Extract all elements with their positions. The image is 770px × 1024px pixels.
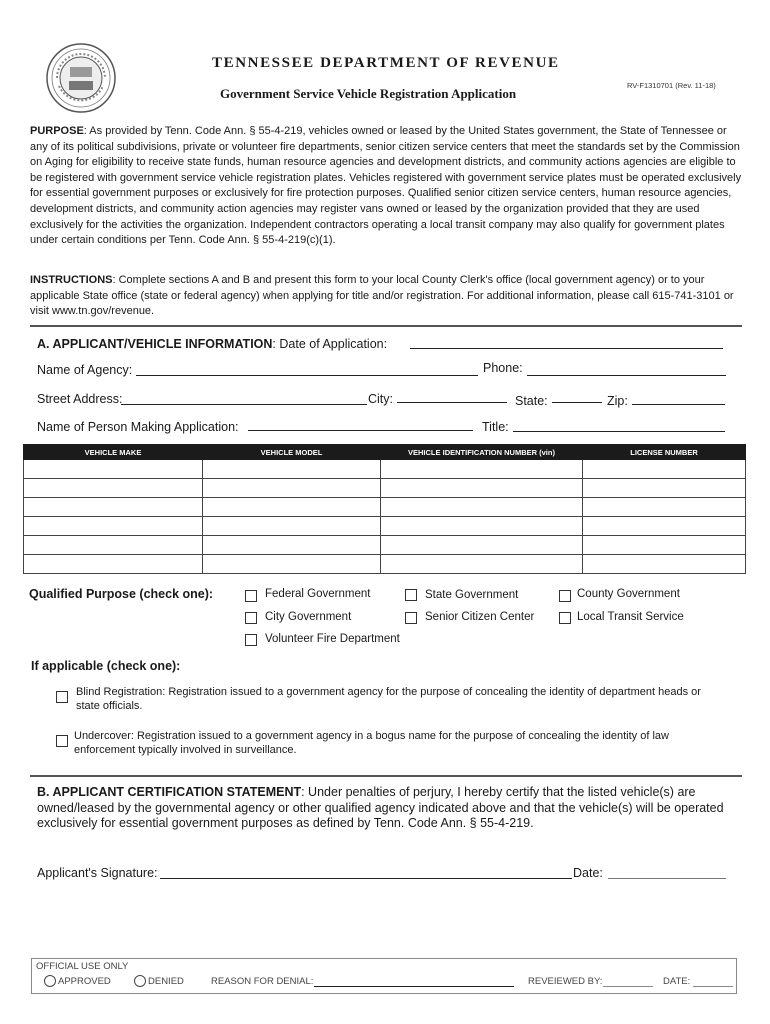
checkbox-federal-government[interactable]	[245, 590, 257, 602]
table-cell[interactable]	[381, 460, 583, 479]
option-county-government: County Government	[577, 588, 680, 600]
table-cell[interactable]	[583, 536, 746, 555]
table-row	[24, 498, 746, 517]
table-cell[interactable]	[24, 479, 203, 498]
table-cell[interactable]	[583, 479, 746, 498]
table-row	[24, 517, 746, 536]
form-id: RV-F1310701 (Rev. 11-18)	[627, 81, 716, 90]
table-cell[interactable]	[203, 555, 381, 574]
table-row	[24, 555, 746, 574]
phone-label: Phone:	[483, 361, 523, 375]
option-local-transit-service: Local Transit Service	[577, 611, 684, 623]
checkbox-local-transit-service[interactable]	[559, 612, 571, 624]
table-cell[interactable]	[24, 498, 203, 517]
table-cell[interactable]	[24, 460, 203, 479]
reviewed-by-label: REVEIEWED BY:	[528, 976, 603, 987]
denied-label: DENIED	[148, 976, 184, 987]
agency-label: Name of Agency:	[37, 363, 133, 377]
checkbox-county-government[interactable]	[559, 590, 571, 602]
signature-date-label: Date:	[573, 866, 603, 880]
official-date-field[interactable]	[693, 986, 733, 987]
column-license-number: LICENSE NUMBER	[583, 445, 746, 460]
instructions-paragraph	[30, 273, 742, 320]
approved-label: APPROVED	[58, 976, 111, 987]
table-cell[interactable]	[381, 498, 583, 517]
official-date-label: DATE:	[663, 976, 691, 987]
table-cell[interactable]	[203, 460, 381, 479]
section-b-divider	[30, 775, 742, 777]
radio-approved[interactable]	[44, 975, 56, 987]
city-field[interactable]	[397, 402, 507, 403]
signature-label: Applicant's Signature:	[37, 866, 158, 880]
table-cell[interactable]	[203, 479, 381, 498]
section-a-heading	[37, 337, 387, 351]
date-of-application-label: : Date of Application:	[272, 337, 388, 351]
person-label: Name of Person Making Application:	[37, 420, 239, 434]
checkbox-senior-citizen-center[interactable]	[405, 612, 417, 624]
title-label: Title:	[482, 420, 509, 434]
table-cell[interactable]	[203, 517, 381, 536]
section-b-title: B. APPLICANT CERTIFICATION STATEMENT	[37, 785, 302, 799]
table-cell[interactable]	[381, 479, 583, 498]
state-label: State:	[515, 394, 548, 408]
instructions-label: INSTRUCTIONS	[30, 274, 113, 286]
purpose-text: : As provided by Tenn. Code Ann. § 55-4-219, vehicles owned or leased by the United States government, the State of Tennessee or any of its political subdivisions, private or volunteer fire departments, senior citizen service centers that meet the standards set by the Commission on Aging for eligibility to receive state funds, human resource agencies and development districts, and community actions agencies are eligible to be registered with government service vehicle registration plates. Vehicles registered with government service plates must be operated exclusively for essential government purposes or exclusively for fire protection purposes. Qualified senior citizen service centers, human resource agencies, development districts, and community action agencies may register vans owned or leased by the organization provided that they are used exclusively for the activities the organization. Independent contractors operating a local transit company may also qualify for government plates under certain conditions per Tenn. Code Ann. § 55-4-219(c)(1).	[30, 125, 742, 247]
qualified-purpose-label: Qualified Purpose (check one):	[29, 587, 214, 601]
reviewed-by-field[interactable]	[603, 986, 653, 987]
table-cell[interactable]	[381, 555, 583, 574]
table-row	[24, 536, 746, 555]
date-of-application-field[interactable]	[410, 348, 723, 349]
instructions-text: : Complete sections A and B and present this form to your local County Clerk's office (local government agency) or to your applicable State office (state or federal agency) when applying for title and/or registration. For additional information, please call 615-741-3101 or visit www.tn.gov/revenue.	[30, 274, 734, 318]
certification-statement	[37, 785, 727, 832]
if-applicable-label: If applicable (check one):	[31, 659, 181, 673]
table-cell[interactable]	[24, 517, 203, 536]
checkbox-volunteer-fire-department[interactable]	[245, 634, 257, 646]
section-divider	[30, 325, 742, 327]
table-cell[interactable]	[203, 498, 381, 517]
table-cell[interactable]	[583, 460, 746, 479]
signature-field[interactable]	[160, 878, 572, 879]
table-cell[interactable]	[583, 555, 746, 574]
table-cell[interactable]	[583, 498, 746, 517]
table-cell[interactable]	[381, 536, 583, 555]
signature-date-field[interactable]	[608, 878, 726, 879]
blind-registration-text: Blind Registration: Registration issued to a government agency for the purpose of concealing the identity of department heads or state officials.	[76, 686, 701, 712]
state-seal	[45, 42, 117, 114]
table-row	[24, 479, 746, 498]
checkbox-state-government[interactable]	[405, 589, 417, 601]
agency-name-field[interactable]	[136, 375, 478, 376]
column-vehicle-model: VEHICLE MODEL	[203, 445, 381, 460]
reason-label: REASON FOR DENIAL:	[211, 976, 314, 987]
person-name-field[interactable]	[248, 430, 473, 431]
checkbox-undercover[interactable]	[56, 735, 68, 747]
zip-field[interactable]	[632, 404, 725, 405]
phone-field[interactable]	[527, 375, 726, 376]
undercover-text: Undercover: Registration issued to a government agency in a bogus name for the purpose of concealing the identity of law enforcement typically involved in surveillance.	[74, 730, 669, 756]
option-state-government: State Government	[425, 589, 519, 601]
checkbox-blind-registration[interactable]	[56, 691, 68, 703]
street-address-field[interactable]	[121, 404, 367, 405]
option-city-government: City Government	[265, 611, 352, 623]
table-cell[interactable]	[203, 536, 381, 555]
state-field[interactable]	[552, 402, 602, 403]
table-cell[interactable]	[381, 517, 583, 536]
radio-denied[interactable]	[134, 975, 146, 987]
form-subtitle: Government Service Vehicle Registration Application	[220, 86, 517, 101]
column-vehicle-make: VEHICLE MAKE	[24, 445, 203, 460]
option-senior-citizen-center: Senior Citizen Center	[425, 611, 535, 623]
street-label: Street Address:	[37, 392, 123, 406]
table-cell[interactable]	[583, 517, 746, 536]
option-volunteer-fire-department: Volunteer Fire Department	[265, 633, 400, 645]
department-title: TENNESSEE DEPARTMENT OF REVENUE	[212, 55, 560, 71]
city-label: City:	[368, 392, 393, 406]
table-row	[24, 460, 746, 479]
table-cell[interactable]	[24, 536, 203, 555]
reason-field[interactable]	[314, 986, 514, 987]
zip-label: Zip:	[607, 394, 628, 408]
vehicle-table	[23, 444, 746, 574]
column-vin: VEHICLE IDENTIFICATION NUMBER (vin)	[381, 445, 583, 460]
checkbox-city-government[interactable]	[245, 612, 257, 624]
title-field[interactable]	[513, 431, 725, 432]
section-a-title: A. APPLICANT/VEHICLE INFORMATION	[37, 337, 273, 351]
certification-text: : Under penalties of perjury, I hereby certify that the listed vehicle(s) are owned/leased by the governmental agency or other qualified agency indicated above and that the vehicle(s) will be operated exclusively for essential government purposes as defined by Tenn. Code Ann. § 55-4-219.	[37, 785, 724, 830]
purpose-label: PURPOSE	[30, 125, 84, 137]
option-federal-government: Federal Government	[265, 588, 371, 600]
table-cell[interactable]	[24, 555, 203, 574]
official-use-title: OFFICIAL USE ONLY	[36, 961, 129, 972]
purpose-paragraph	[30, 124, 742, 249]
